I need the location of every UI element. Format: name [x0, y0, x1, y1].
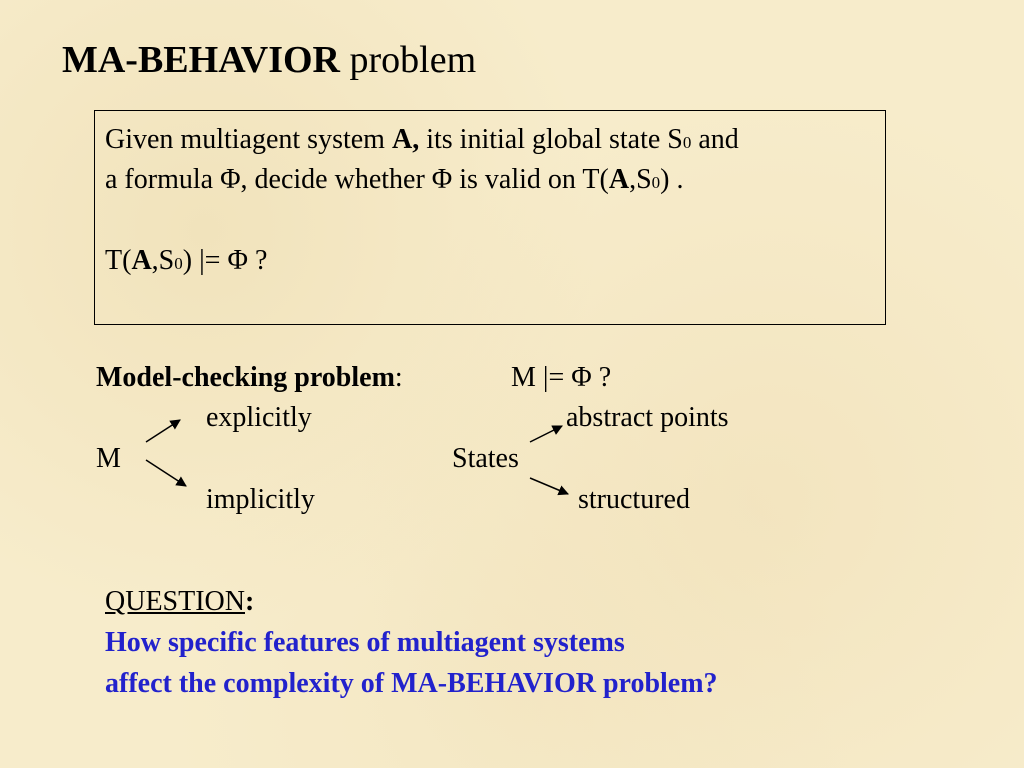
label-states: States — [452, 443, 519, 474]
arrow-states-to-abstract — [530, 426, 562, 442]
question-line-2: affect the complexity of MA-BEHAVIOR problem? — [105, 668, 718, 699]
title-rest: problem — [349, 39, 477, 81]
question-line-1: How specific features of multiagent systems — [105, 627, 625, 658]
arrow-m-to-explicitly — [146, 420, 180, 442]
label-structured: structured — [578, 484, 690, 515]
box-line-3: T(A,S0) |= Φ ? — [105, 245, 268, 276]
question-heading: QUESTION: — [105, 586, 255, 617]
label-abstract-points: abstract points — [566, 402, 729, 433]
model-checking-heading: Model-checking problem: — [96, 362, 403, 393]
arrow-m-to-implicitly — [146, 460, 186, 486]
box-line-2: a formula Φ, decide whether Φ is valid on T(A,S0) . — [105, 164, 684, 195]
model-checking-formula: M |= Φ ? — [511, 362, 612, 393]
label-explicitly: explicitly — [206, 402, 312, 433]
label-implicitly: implicitly — [206, 484, 315, 515]
label-m: M — [96, 443, 121, 474]
box-line-1: Given multiagent system A, its initial global state S0 and — [105, 124, 739, 155]
title-bold: MA-BEHAVIOR — [62, 39, 340, 81]
arrow-states-to-structured — [530, 478, 568, 494]
